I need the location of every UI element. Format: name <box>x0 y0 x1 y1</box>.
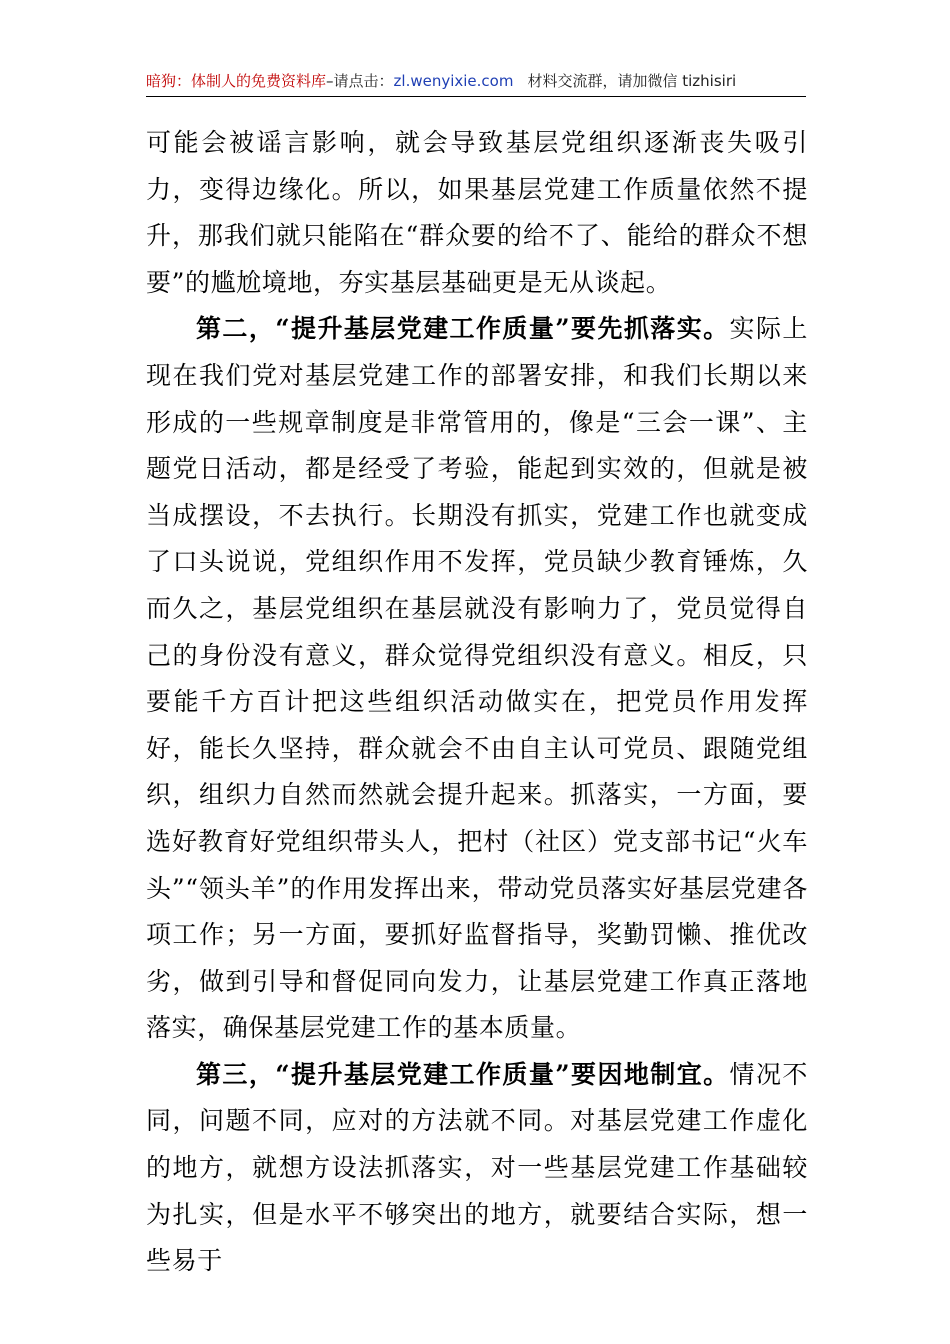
header-divider <box>146 96 806 97</box>
document-body <box>146 120 808 1285</box>
paragraph-2-text: 实际上现在我们党对基层党建工作的部署安排，和我们长期以来形成的一些规章制度是非常管用的，像是“三会一课”、主题党日活动，都是经受了考验，能起到实效的，但就是被当成摆设，不去执行。长期没有抓实，党建工作也就变成了口头说说，党组织作用不发挥，党员缺少教育锤炼，久而久之，基层党组织在基层就没有影响力了，党员觉得自己的身份没有意义，群众觉得党组织没有意义。相反，只要能千方百计把这些组织活动做实在，把党员作用发挥好，能长久坚持，群众就会不由自主认可党员、跟随党组织，组织力自然而然就会提升起来。抓落实，一方面，要选好教育好党组织带头人，把村（社区）党支部书记“火车头”“领头羊”的作用发挥出来，带动党员落实好基层党建各项工作；另一方面，要抓好监督指导，奖勤罚懒、推优改劣，做到引导和督促同向发力，让基层党建工作真正落地落实，确保基层党建工作的基本质量。 <box>146 314 808 1043</box>
header-url-link[interactable]: zl.wenyixie.com <box>393 72 514 90</box>
paragraph-3-text: 情况不同，问题不同，应对的方法就不同。对基层党建工作虚化的地方，就想方设法抓落实，对一些基层党建工作基础较为扎实，但是水平不够突出的地方，就要结合实际，想一些易于 <box>146 1059 808 1276</box>
paragraph-3 <box>146 1052 808 1285</box>
paragraph-2-heading: 第二，“提升基层党建工作质量”要先抓落实。 <box>196 314 730 344</box>
paragraph-2 <box>146 306 808 1052</box>
header-click-prompt: –请点击： <box>326 72 394 90</box>
paragraph-1: 可能会被谣言影响，就会导致基层党组织逐渐丧失吸引力，变得边缘化。所以，如果基层党建工作质量依然不提升，那我们就只能陷在“群众要的给不了、能给的群众不想要”的尴尬境地，夯实基层基础更是无从谈起。 <box>146 128 808 297</box>
header-group-note: 材料交流群，请加微信 tizhisiri <box>527 72 737 90</box>
page-header <box>146 68 806 94</box>
paragraph-3-heading: 第三，“提升基层党建工作质量”要因地制宜。 <box>196 1059 730 1089</box>
header-site-name: 暗狗：体制人的免费资料库 <box>146 72 327 90</box>
